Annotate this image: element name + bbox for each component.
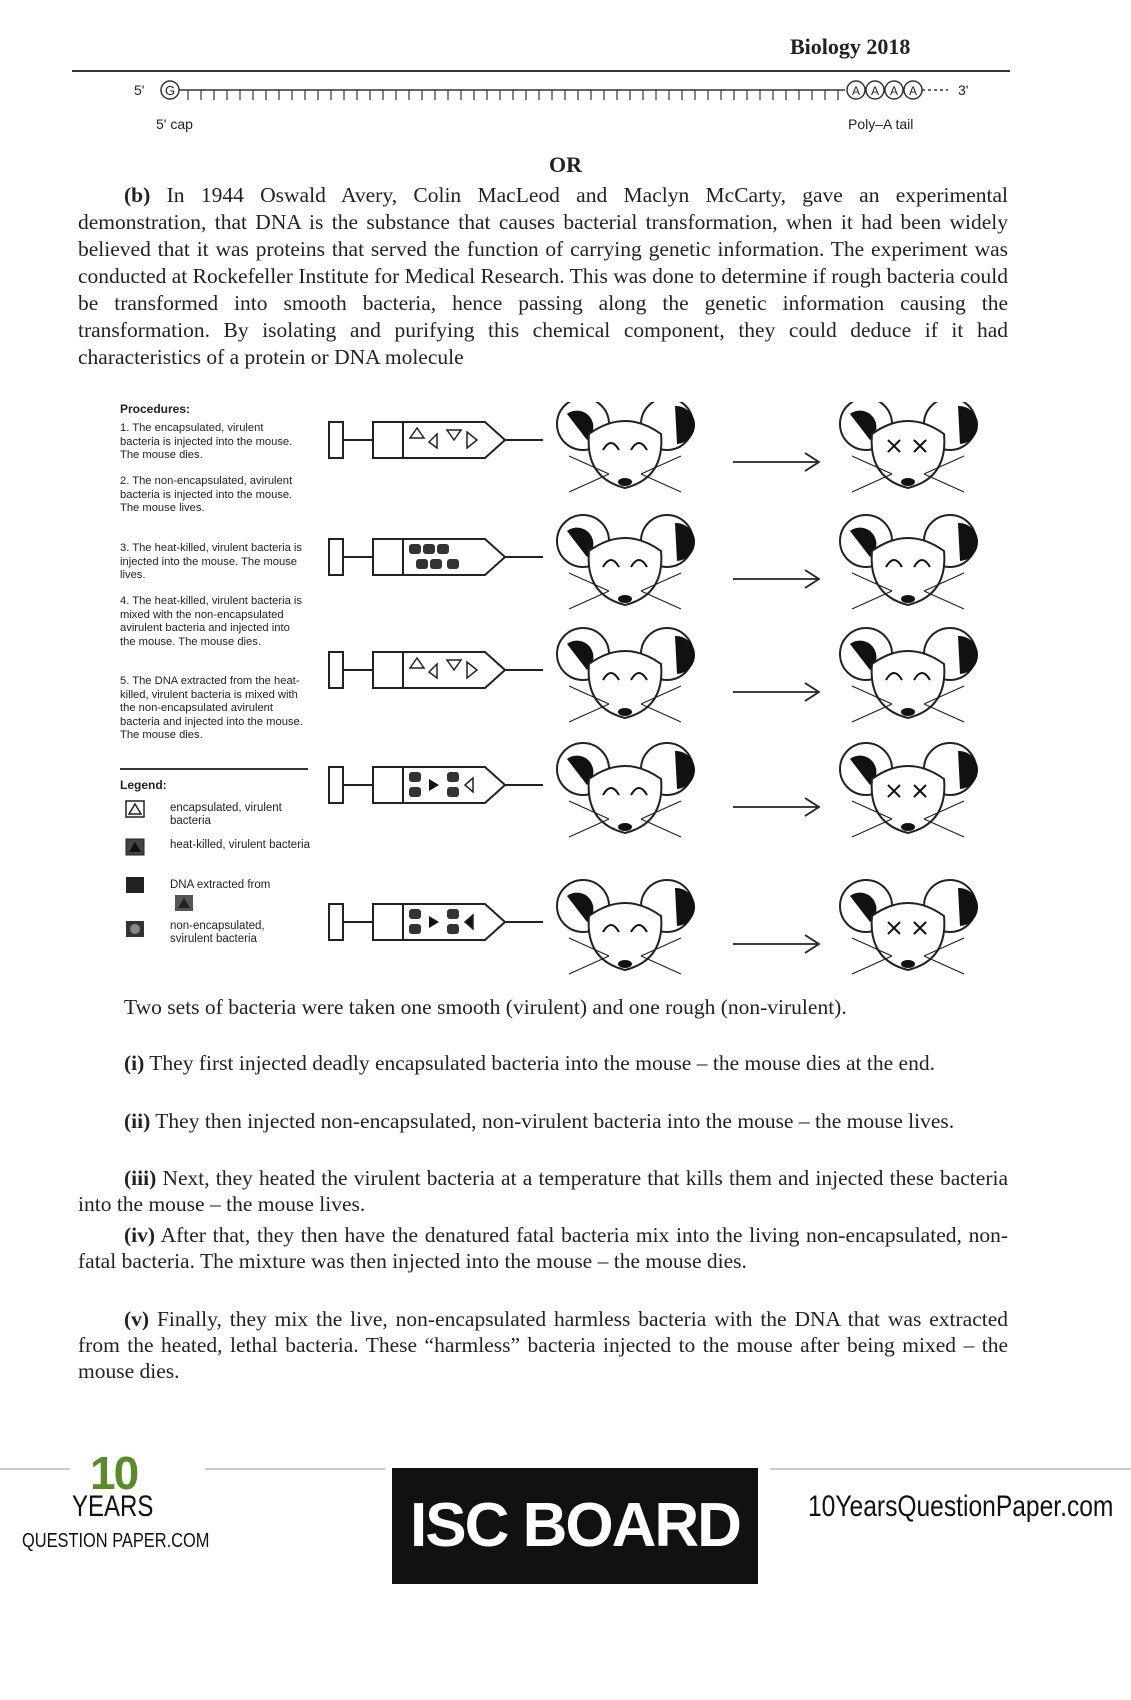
bacteria-dark bbox=[447, 787, 459, 797]
mouse-nose bbox=[618, 595, 632, 603]
mouse-whisker bbox=[852, 819, 892, 837]
mouse-ear-inner bbox=[675, 523, 695, 561]
mouse-head bbox=[557, 515, 695, 609]
legend-item: encapsulated, virulent bacteria bbox=[170, 802, 282, 827]
cap-label: 5' cap bbox=[156, 116, 193, 132]
bacteria-dark bbox=[447, 559, 459, 569]
mouse-nose bbox=[618, 708, 632, 716]
mouse-whisker bbox=[569, 474, 609, 492]
experiment-rows bbox=[325, 402, 1020, 992]
result-arrow bbox=[733, 683, 819, 701]
mouse-whisker bbox=[641, 819, 681, 837]
mouse-whisker bbox=[924, 591, 964, 609]
cap-letter: G bbox=[164, 83, 176, 98]
logo-number: 10 bbox=[90, 1447, 138, 1499]
paragraph-b bbox=[78, 182, 1008, 371]
syringe bbox=[329, 767, 543, 803]
list-item bbox=[78, 1306, 1008, 1384]
mouse-whisker bbox=[924, 819, 964, 837]
procedure-step: 2. The non-encapsulated, avirulent bacteria is injected into the mouse. The mouse lives. bbox=[120, 475, 293, 514]
bacteria-dark bbox=[409, 787, 421, 797]
bacteria-dark bbox=[447, 924, 459, 934]
or-divider: OR bbox=[549, 152, 582, 177]
mouse-whisker bbox=[641, 591, 681, 609]
tail-letter: A bbox=[870, 84, 880, 98]
syringe-plunger bbox=[329, 767, 343, 803]
mouse-ear-inner bbox=[958, 636, 978, 674]
bacteria-dark bbox=[409, 544, 421, 554]
syringe-collar bbox=[373, 904, 403, 940]
syringe-plunger bbox=[329, 539, 343, 575]
mouse-head bbox=[557, 880, 695, 974]
mouse-nose bbox=[901, 478, 915, 486]
board-banner: ISC BOARD XII bbox=[392, 1468, 758, 1584]
item-number: (i) bbox=[124, 1051, 145, 1075]
syringe bbox=[329, 422, 543, 458]
tail-letter: A bbox=[908, 84, 918, 98]
mouse-nose bbox=[618, 960, 632, 968]
mrna-strand bbox=[130, 78, 1010, 118]
logo-years: YEARS bbox=[72, 1490, 154, 1523]
footer-rule bbox=[0, 1468, 70, 1470]
procedures-heading: Procedures: bbox=[120, 402, 191, 416]
item-number: (ii) bbox=[124, 1109, 151, 1133]
mouse-nose bbox=[901, 595, 915, 603]
bacteria-dark bbox=[409, 924, 421, 934]
item-number: (iv) bbox=[124, 1223, 156, 1247]
legend-item: DNA extracted from bbox=[170, 879, 271, 891]
mouse-whisker bbox=[924, 704, 964, 722]
legend-rule bbox=[120, 768, 308, 770]
list-item bbox=[78, 1165, 1008, 1217]
bacteria-dark bbox=[423, 544, 435, 554]
syringe-collar bbox=[373, 422, 403, 458]
mouse-ear-inner bbox=[675, 751, 695, 789]
procedure-step: 4. The heat-killed, virulent bacteria is mixed with the non-encapsulated avirulent bacteria and injected into the mouse. The mouse dies. bbox=[120, 595, 302, 648]
procedure-step: 5. The DNA extracted from the heat-killed, virulent bacteria is mixed with the non-encapsulated avirulent bacteria and injected into the mouse. The mouse dies. bbox=[120, 675, 303, 741]
tail-letter: A bbox=[889, 84, 899, 98]
syringe-plunger bbox=[329, 652, 343, 688]
mouse-head bbox=[840, 628, 978, 722]
syringe-collar bbox=[373, 539, 403, 575]
procedure-step: 1. The encapsulated, virulent bacteria is injected into the mouse. The mouse dies. bbox=[120, 422, 293, 461]
heat-killed-bacteria-icon bbox=[125, 838, 145, 856]
mouse-nose bbox=[618, 823, 632, 831]
mouse-nose bbox=[901, 823, 915, 831]
legend-item: heat-killed, virulent bacteria bbox=[170, 839, 310, 851]
list-item bbox=[78, 1108, 1008, 1134]
item-number: (b) bbox=[124, 183, 151, 207]
bacteria-dark bbox=[447, 772, 459, 782]
mouse-ear-inner bbox=[958, 523, 978, 561]
bacteria-dark bbox=[430, 559, 442, 569]
legend-item: non-encapsulated, svirulent bacteria bbox=[170, 920, 265, 945]
mouse-ear-inner bbox=[675, 888, 695, 926]
mouse-ear-inner bbox=[958, 751, 978, 789]
list-item bbox=[78, 1222, 1008, 1274]
bacteria-dark bbox=[416, 559, 428, 569]
footer-rule bbox=[205, 1468, 385, 1470]
bacteria-dark bbox=[409, 772, 421, 782]
procedure-step: 3. The heat-killed, virulent bacteria is injected into the mouse. The mouse lives. bbox=[120, 542, 302, 581]
mouse-whisker bbox=[569, 819, 609, 837]
mouse-whisker bbox=[924, 956, 964, 974]
mouse-ear-inner bbox=[958, 406, 978, 444]
site-url: 10YearsQuestionPaper.com bbox=[808, 1490, 1114, 1523]
item-text: After that, they then have the denatured fatal bacteria mix into the living non-encapsulated, non-fatal bacteria. The mixture was then injected into the mouse – the mouse dies. bbox=[78, 1223, 1008, 1273]
mouse-whisker bbox=[852, 591, 892, 609]
mouse-whisker bbox=[852, 956, 892, 974]
mouse-whisker bbox=[852, 474, 892, 492]
mouse-whisker bbox=[641, 704, 681, 722]
header-rule bbox=[72, 70, 1010, 72]
mouse-ear-inner bbox=[958, 888, 978, 926]
item-text: Finally, they mix the live, non-encapsulated harmless bacteria with the DNA that was extracted from the heated, lethal bacteria. These “harmless” bacteria injected to the mouse after being mixed – the mouse dies. bbox=[78, 1307, 1008, 1383]
griffith-experiment-figure bbox=[120, 402, 1020, 992]
experiment-rows-svg bbox=[325, 402, 1020, 992]
mouse-ear-inner bbox=[675, 636, 695, 674]
syringe-collar bbox=[373, 767, 403, 803]
item-text: They then injected non-encapsulated, non-virulent bacteria into the mouse – the mouse lives. bbox=[150, 1109, 955, 1133]
mouse-whisker bbox=[924, 474, 964, 492]
intro-paragraph: Two sets of bacteria were taken one smooth (virulent) and one rough (non-virulent). bbox=[124, 995, 847, 1019]
bacteria-dark bbox=[437, 544, 449, 554]
mouse-whisker bbox=[569, 956, 609, 974]
mouse-head bbox=[557, 628, 695, 722]
syringe bbox=[329, 904, 543, 940]
footer-rule bbox=[770, 1468, 1131, 1470]
tail-letter: A bbox=[851, 84, 861, 98]
item-number: (iii) bbox=[124, 1166, 157, 1190]
mouse-head bbox=[840, 743, 978, 837]
item-text: They first injected deadly encapsulated bacteria into the mouse – the mouse dies at the end. bbox=[144, 1051, 935, 1075]
dna-extract-sub-icon bbox=[174, 894, 194, 912]
mouse-whisker bbox=[641, 956, 681, 974]
five-prime-label: 5' bbox=[134, 82, 145, 98]
dna-extract-icon bbox=[125, 876, 145, 894]
non-encapsulated-bacteria-icon bbox=[125, 920, 145, 938]
mouse-ear-inner bbox=[675, 406, 695, 444]
result-arrow bbox=[733, 935, 819, 953]
three-prime-label: 3' bbox=[958, 82, 969, 98]
mouse-nose bbox=[901, 708, 915, 716]
mouse-whisker bbox=[852, 704, 892, 722]
mouse-nose bbox=[618, 478, 632, 486]
bacteria-dark bbox=[447, 909, 459, 919]
logo-site: QUESTION PAPER.COM bbox=[22, 1530, 210, 1552]
syringe-plunger bbox=[329, 422, 343, 458]
mouse-whisker bbox=[569, 591, 609, 609]
list-item bbox=[78, 1050, 1008, 1076]
tail-label: Poly–A tail bbox=[848, 116, 914, 132]
mouse-head bbox=[557, 402, 695, 492]
mouse-head bbox=[840, 402, 978, 492]
syringe bbox=[329, 539, 543, 575]
syringe-plunger bbox=[329, 904, 343, 940]
mouse-nose bbox=[901, 960, 915, 968]
syringe bbox=[329, 652, 543, 688]
mouse-head bbox=[840, 880, 978, 974]
item-text: Next, they heated the virulent bacteria at a temperature that kills them and injected these bacteria into the mouse – the mouse lives. bbox=[78, 1166, 1008, 1216]
page-header-title: Biology 2018 bbox=[790, 34, 911, 59]
encapsulated-bacteria-icon bbox=[125, 800, 145, 818]
result-arrow bbox=[733, 570, 819, 588]
mouse-head bbox=[557, 743, 695, 837]
result-arrow bbox=[733, 453, 819, 471]
mrna-diagram bbox=[130, 78, 1010, 148]
mouse-whisker bbox=[641, 474, 681, 492]
paragraph-text: In 1944 Oswald Avery, Colin MacLeod and Maclyn McCarty, gave an experimental demonstration, that DNA is the substance that causes bacterial transformation, when it had been widely believed that it was proteins that served the function of carrying genetic information. The experiment was conducted at Rockefeller Institute for Medical Research. This was done to determine if rough bacteria could be transformed into smooth bacteria, hence passing along the genetic information causing the transformation. By isolating and purifying this chemical component, they could deduce if it had characteristics of a protein or DNA molecule bbox=[78, 183, 1008, 369]
bacteria-dark bbox=[409, 909, 421, 919]
result-arrow bbox=[733, 798, 819, 816]
item-number: (v) bbox=[124, 1307, 150, 1331]
legend-heading: Legend: bbox=[120, 778, 167, 792]
syringe-collar bbox=[373, 652, 403, 688]
mouse-whisker bbox=[569, 704, 609, 722]
mouse-head bbox=[840, 515, 978, 609]
nucleotide-ticks bbox=[188, 90, 838, 100]
